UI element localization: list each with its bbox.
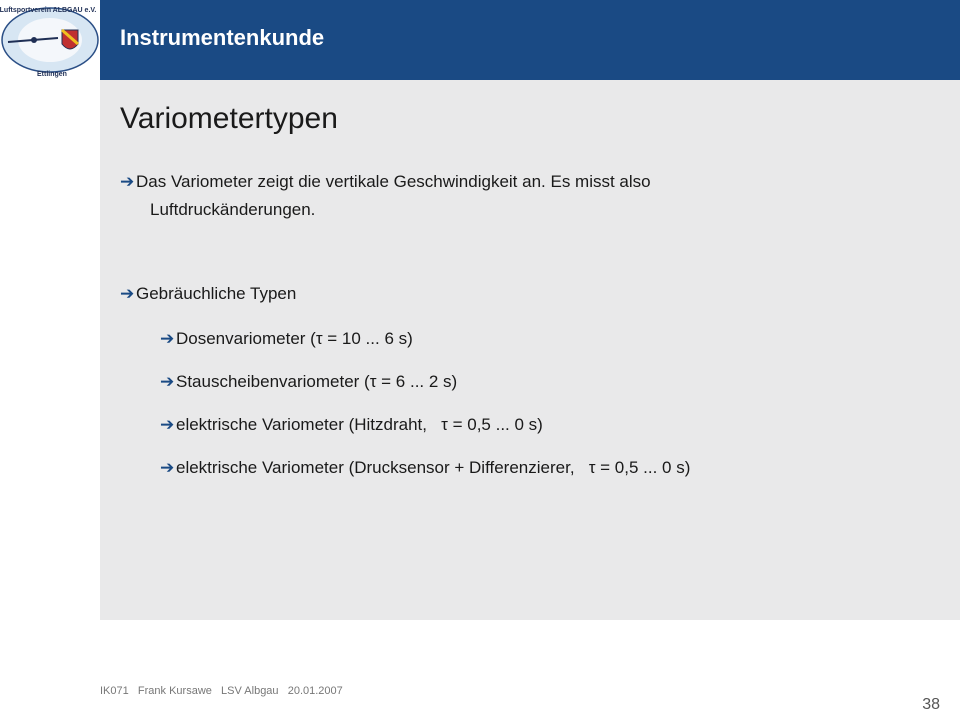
sub-bullet-dosenvariometer [160,325,413,353]
club-logo [0,0,100,80]
page-number: 38 [922,696,940,713]
right-arrow-icon: ➔ [160,329,175,348]
footer-text: IK071 Frank Kursawe LSV Albgau 20.01.2007 [100,685,343,697]
right-arrow-icon: ➔ [120,172,135,191]
right-arrow-icon: ➔ [120,284,135,303]
right-arrow-icon: ➔ [160,372,175,391]
bullet-common-types [120,280,296,308]
right-arrow-icon: ➔ [160,458,175,477]
sub-bullet-drucksensor [160,454,690,482]
header-title: Instrumentenkunde [120,25,325,50]
sub-bullet-text: Stauscheibenvariometer (τ = 6 ... 2 s) [176,372,458,391]
right-arrow-icon: ➔ [160,415,175,434]
club-logo-graphic [0,0,100,80]
header-bar [100,0,960,80]
bullet-text: Gebräuchliche Typen [136,284,297,303]
sub-bullet-text: elektrische Variometer (Hitzdraht, τ = 0,5 ... 0 s) [176,415,543,434]
sub-bullet-text: elektrische Variometer (Drucksensor + Differenzierer, τ = 0,5 ... 0 s) [176,458,691,477]
sub-bullet-stauscheibenvariometer [160,368,457,396]
content-panel [100,80,960,620]
logo-bottom-text: Ettlingen [37,71,67,78]
sub-bullet-text: Dosenvariometer (τ = 10 ... 6 s) [176,329,413,348]
bullet-text-line2: Luftdruckänderungen. [150,200,316,219]
slide-title: Variometertypen [120,102,338,135]
bullet-text-line1: Das Variometer zeigt die vertikale Geschwindigkeit an. Es misst also [136,172,651,191]
sub-bullet-hitzdraht [160,411,543,439]
logo-top-text: Luftsportverein ALBGAU e.V. [0,7,97,14]
bullet-variometer-description [120,168,820,224]
